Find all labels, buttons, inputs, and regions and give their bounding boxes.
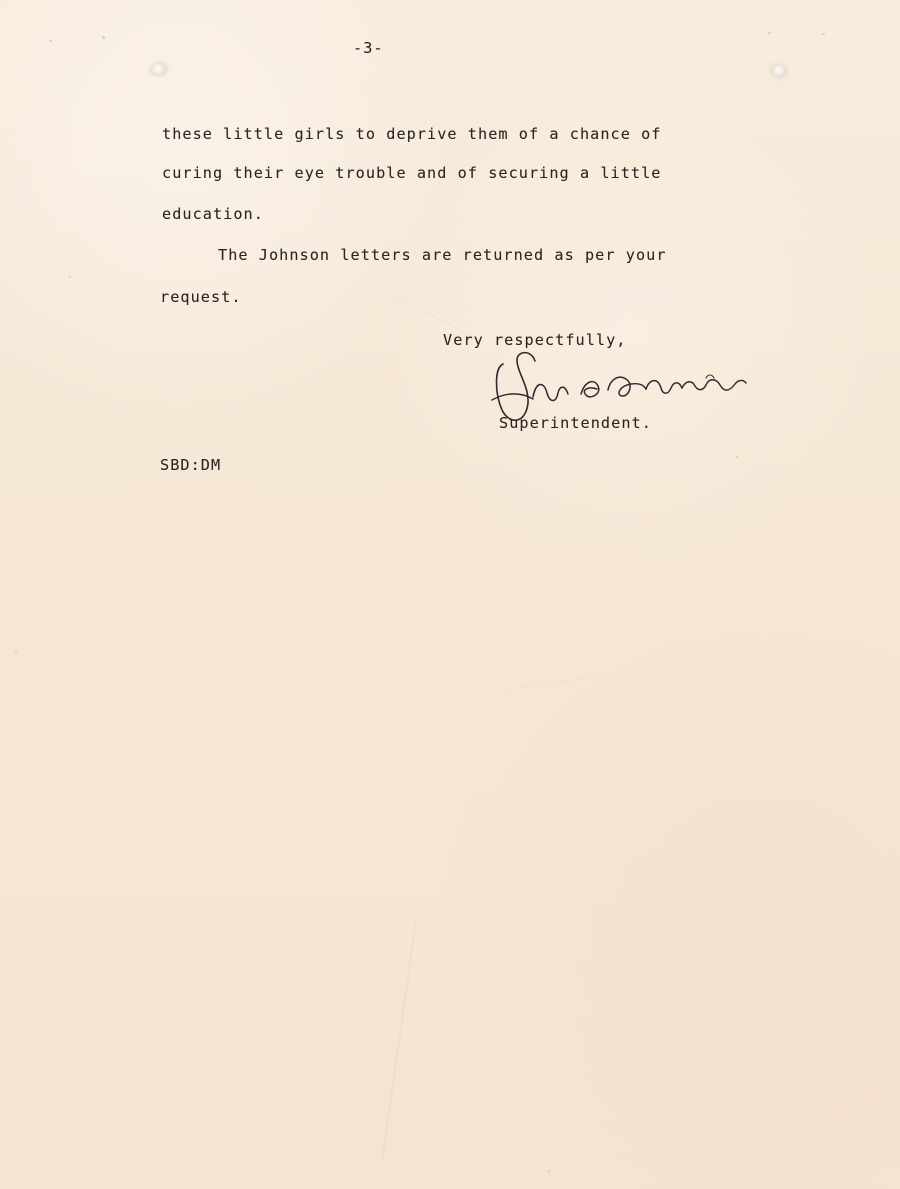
paper-speck (49, 40, 52, 42)
body-line-5: request. (160, 288, 242, 306)
paper-speck (736, 456, 738, 458)
paper-speck (69, 276, 71, 278)
page-number: -3- (353, 39, 384, 57)
paper-speck (548, 1170, 550, 1172)
reference-initials: SBD:DM (160, 456, 222, 474)
closing-text: Very respectfully, (443, 331, 627, 349)
paper-crease (382, 920, 417, 1158)
paper-speck (822, 33, 825, 35)
punch-mark (768, 62, 789, 80)
punch-mark (149, 60, 170, 77)
paper-speck (768, 32, 771, 34)
paper-crease (500, 659, 718, 691)
body-line-2: curing their eye trouble and of securing a little (162, 164, 662, 182)
body-line-3: education. (162, 205, 264, 223)
paper-speck (15, 652, 17, 654)
signatory-title: Superintendent. (499, 414, 652, 432)
body-line-1: these little girls to deprive them of a chance of (162, 125, 662, 143)
paper-speck (102, 36, 105, 39)
body-line-4: The Johnson letters are returned as per your (218, 246, 667, 264)
